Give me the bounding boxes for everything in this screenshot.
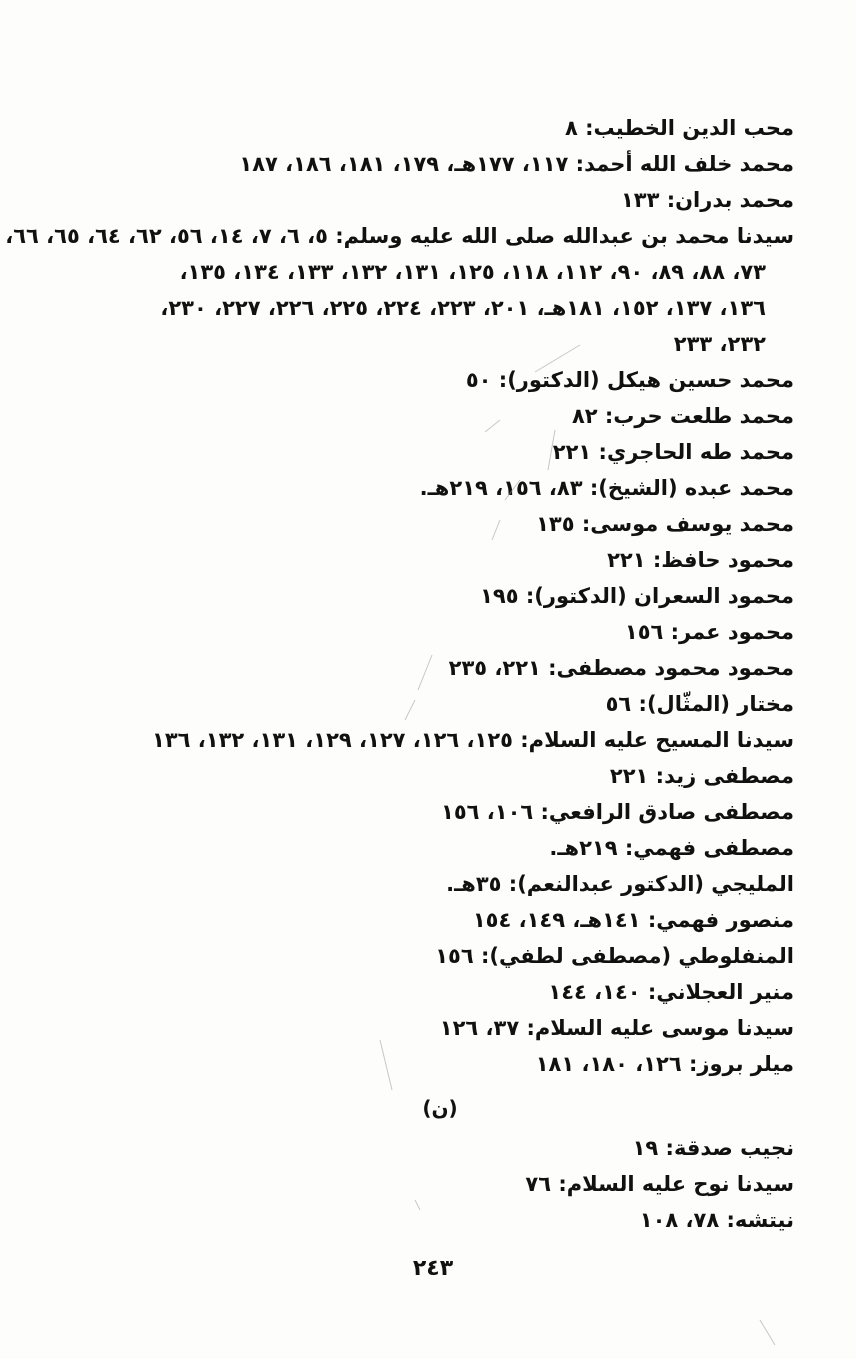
index-entry: محمد بدران: ١٣٣ <box>620 188 794 212</box>
index-entry: ميلر بروز: ١٢٦، ١٨٠، ١٨١ <box>535 1052 794 1076</box>
index-entry: محمود محمود مصطفى: ٢٢١، ٢٣٥ <box>448 656 794 680</box>
index-entry: منير العجلاني: ١٤٠، ١٤٤ <box>548 980 794 1004</box>
index-entry: محمد حسين هيكل (الدكتور): ٥٠ <box>465 368 794 392</box>
index-entry-continuation: ١٣٦، ١٣٧، ١٥٢، ١٨١هـ، ٢٠١، ٢٢٣، ٢٢٤، ٢٢٥، ٢٢٦، ٢٢٧، ٢٣٠، <box>160 296 766 320</box>
index-entry: المنفلوطي (مصطفى لطفي): ١٥٦ <box>435 944 794 968</box>
index-entry: محب الدين الخطيب: ٨ <box>564 116 794 140</box>
index-entry: المليجي (الدكتور عبدالنعم): ٣٥هـ. <box>446 872 794 896</box>
index-entry: محمد طه الحاجري: ٢٢١ <box>552 440 794 464</box>
index-entry: محمد يوسف موسى: ١٣٥ <box>536 512 794 536</box>
section-heading: (ن) <box>422 1096 458 1120</box>
index-entry: سيدنا موسى عليه السلام: ٣٧، ١٢٦ <box>439 1016 794 1040</box>
index-entry: مصطفى فهمي: ٢١٩هـ. <box>549 836 794 860</box>
index-entry: سيدنا نوح عليه السلام: ٧٦ <box>525 1172 794 1196</box>
index-entry: مختار (المثّال): ٥٦ <box>605 692 794 716</box>
index-entry-continuation: ٢٣٢، ٢٣٣ <box>673 332 766 356</box>
index-entry: محمد عبده (الشيخ): ٨٣، ١٥٦، ٢١٩هـ. <box>419 476 794 500</box>
index-entry: محمد خلف الله أحمد: ١١٧، ١٧٧هـ، ١٧٩، ١٨١، ١٨٦، ١٨٧ <box>239 152 794 176</box>
index-entry: نجيب صدقة: ١٩ <box>632 1136 794 1160</box>
page-number: ٢٤٣ <box>412 1256 454 1281</box>
index-entry-line: سيدنا محمد بن عبدالله صلى الله عليه وسلم: ٥، ٦، ٧، ١٤، ٥٦، ٦٢، ٦٤، ٦٥، ٦٦، <box>5 224 794 248</box>
index-entry-continuation: ٧٣، ٨٨، ٨٩، ٩٠، ١١٢، ١١٨، ١٢٥، ١٣١، ١٣٢، ١٣٣، ١٣٤، ١٣٥، <box>179 260 766 284</box>
index-entry: نيتشه: ٧٨، ١٠٨ <box>639 1208 794 1232</box>
index-entry: محمود حافظ: ٢٢١ <box>607 548 794 572</box>
index-entry: محمود عمر: ١٥٦ <box>624 620 794 644</box>
index-entry: مصطفى زيد: ٢٢١ <box>609 764 794 788</box>
index-entry: محمود السعران (الدكتور): ١٩٥ <box>480 584 794 608</box>
index-entry: منصور فهمي: ١٤١هـ، ١٤٩، ١٥٤ <box>472 908 794 932</box>
index-entry: سيدنا المسيح عليه السلام: ١٢٥، ١٢٦، ١٢٧، ١٢٩، ١٣١، ١٣٢، ١٣٦ <box>152 728 794 752</box>
index-entry: مصطفى صادق الرافعي: ١٠٦، ١٥٦ <box>441 800 794 824</box>
index-entry: محمد طلعت حرب: ٨٢ <box>571 404 794 428</box>
